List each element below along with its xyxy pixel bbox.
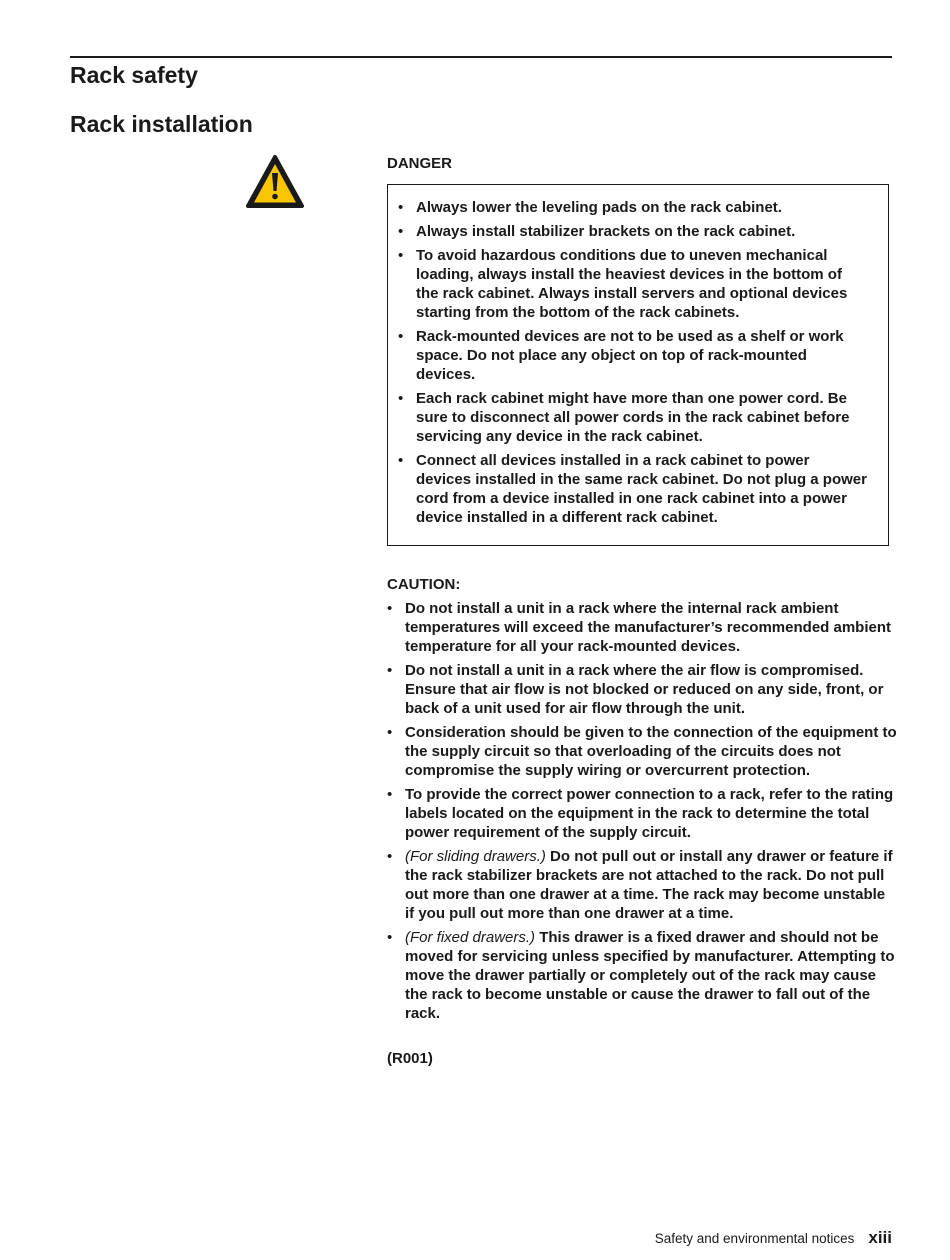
statement-reference-code: (R001) [387, 1050, 433, 1067]
caution-list [387, 599, 897, 1028]
danger-item: • Always lower the leveling pads on the rack cabinet. [398, 198, 868, 217]
danger-label: DANGER [387, 155, 453, 172]
caution-label: CAUTION: [387, 576, 461, 593]
page-number: xiii [868, 1228, 892, 1247]
caution-item: • Do not install a unit in a rack where the internal rack ambient temperatures will exceed the manufacturer’s recommended ambient temperature for all your rack-mounted devices. [387, 599, 897, 656]
footer-section-title: Safety and environmental notices [654, 1231, 855, 1246]
warning-triangle-icon [245, 154, 305, 210]
page-footer [655, 1228, 892, 1249]
caution-item-prefix: (For fixed drawers.) [405, 929, 536, 946]
danger-item: • Connect all devices installed in a rack cabinet to power devices installed in the same rack cabinet. Do not plug a power cord from a device installed in one rack cabinet into a power device installed in a different rack cabinet. [398, 451, 868, 527]
section-heading: Rack safety [70, 62, 198, 88]
top-rule [70, 56, 892, 58]
caution-item: • Do not install a unit in a rack where the air flow is compromised. Ensure that air flow is not blocked or reduced on any side, front, or back of a unit used for air flow through the unit. [387, 661, 897, 718]
caution-item: • Consideration should be given to the connection of the equipment to the supply circuit so that overloading of the circuits does not compromise the supply wiring or overcurrent protection. [387, 723, 897, 780]
caution-item: • (For sliding drawers.) Do not pull out or install any drawer or feature if the rack stabilizer brackets are not attached to the rack. Do not pull out more than one drawer at a time. The rack may become unstable if you pull out more than one drawer at a time. [387, 847, 897, 923]
danger-notice-box [387, 184, 889, 546]
danger-item: • Rack-mounted devices are not to be used as a shelf or work space. Do not place any object on top of rack-mounted devices. [398, 327, 868, 384]
caution-item-prefix: (For sliding drawers.) [405, 848, 546, 865]
caution-item: • To provide the correct power connection to a rack, refer to the rating labels located on the equipment in the rack to determine the total power requirement of the supply circuit. [387, 785, 897, 842]
danger-item: • Always install stabilizer brackets on the rack cabinet. [398, 222, 868, 241]
caution-item: • (For fixed drawers.) This drawer is a fixed drawer and should not be moved for servicing unless specified by manufacturer. Attempting to move the drawer partially or completely out of the rack may cause the rack to become unstable or cause the drawer to fall out of the rack. [387, 928, 897, 1023]
subsection-heading: Rack installation [70, 111, 253, 137]
danger-item: • To avoid hazardous conditions due to uneven mechanical loading, always install the heaviest devices in the bottom of the rack cabinet. Always install servers and optional devices starting from the bottom of the rack cabinets. [398, 246, 868, 322]
danger-item: • Each rack cabinet might have more than one power cord. Be sure to disconnect all power cords in the rack cabinet before servicing any device in the rack cabinet. [398, 389, 868, 446]
